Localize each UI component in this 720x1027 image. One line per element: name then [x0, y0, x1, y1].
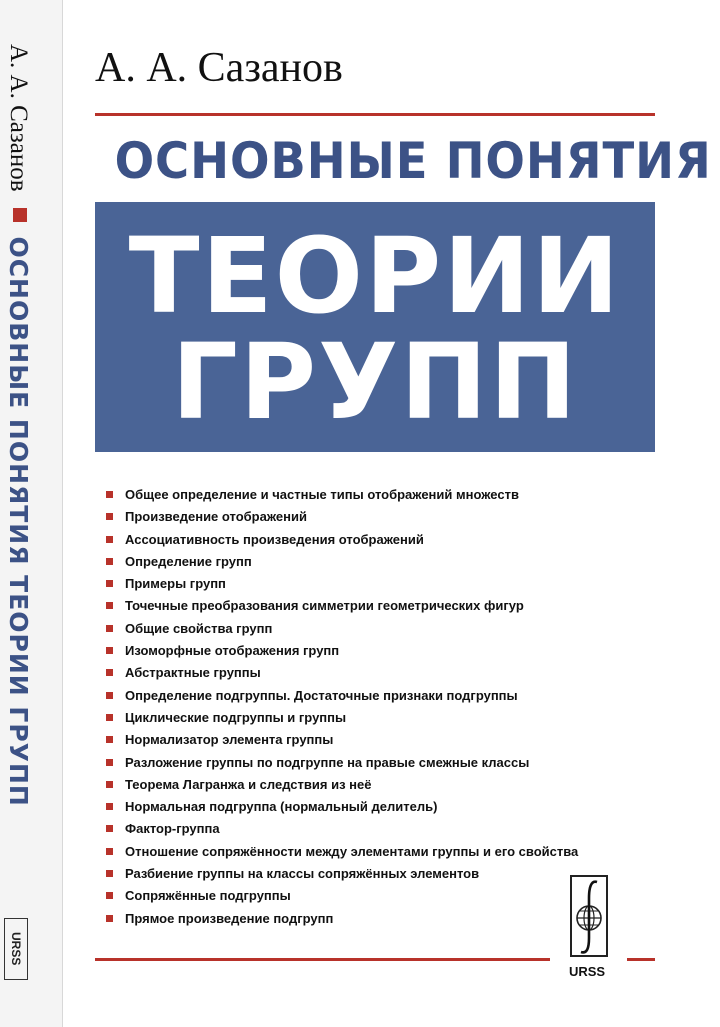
contents-item [106, 553, 578, 575]
contents-item [106, 687, 578, 709]
contents-item [106, 575, 578, 597]
contents-item-text: Нормальная подгруппа (нормальный делитель) [125, 799, 438, 815]
bottom-divider-left [95, 958, 550, 961]
spine-title: ОСНОВНЫЕ ПОНЯТИЯ ТЕОРИИ ГРУПП [4, 236, 33, 807]
contents-item [106, 486, 578, 508]
contents-item [106, 843, 578, 865]
contents-item-text: Теорема Лагранжа и следствия из неё [125, 776, 372, 792]
square-bullet-icon [106, 892, 113, 899]
contents-item-text: Разложение группы по подгруппе на правые смежные классы [125, 754, 530, 770]
square-bullet-icon [106, 558, 113, 565]
contents-item-text: Точечные преобразования симметрии геометрических фигур [125, 598, 524, 614]
contents-item [106, 887, 578, 909]
contents-item [106, 642, 578, 664]
square-bullet-icon [106, 870, 113, 877]
contents-item [106, 731, 578, 753]
integral-globe-logo-icon [565, 872, 615, 990]
square-bullet-icon [106, 647, 113, 654]
contents-item-text: Примеры групп [125, 576, 226, 592]
contents-item-text: Циклические подгруппы и группы [125, 709, 347, 725]
contents-item-text: Разбиение группы на классы сопряжённых элементов [125, 866, 480, 882]
square-bullet-icon [106, 513, 113, 520]
contents-item-text: Сопряжённые подгруппы [125, 888, 291, 904]
square-bullet-icon [106, 669, 113, 676]
spine-text [6, 44, 31, 807]
square-bullet-icon [106, 825, 113, 832]
contents-item-text: Определение подгруппы. Достаточные признаки подгруппы [125, 687, 518, 703]
square-bullet-icon [106, 736, 113, 743]
title-line-1: ОСНОВНЫЕ ПОНЯТИЯ [114, 132, 712, 190]
spine-author: А. А. Сазанов [5, 44, 32, 192]
contents-item [106, 620, 578, 642]
contents-item [106, 709, 578, 731]
contents-item-text: Нормализатор элемента группы [125, 732, 334, 748]
contents-item [106, 531, 578, 553]
square-bullet-icon [106, 803, 113, 810]
contents-item [106, 776, 578, 798]
publisher-logo [565, 872, 615, 990]
title-line-3: ГРУПП [171, 321, 579, 443]
contents-item-text: Прямое произведение подгрупп [125, 910, 334, 926]
contents-item-text: Произведение отображений [125, 509, 307, 525]
contents-item [106, 508, 578, 530]
contents-item [106, 754, 578, 776]
square-bullet-icon [106, 781, 113, 788]
square-bullet-icon [106, 536, 113, 543]
square-bullet-icon [106, 848, 113, 855]
cover-author: А. А. Сазанов [95, 45, 343, 91]
bottom-divider-right [627, 958, 655, 961]
contents-item [106, 664, 578, 686]
square-bullet-icon [106, 692, 113, 699]
contents-item-text: Определение групп [125, 553, 252, 569]
square-bullet-icon [106, 714, 113, 721]
contents-item-text: Отношение сопряжённости между элементами группы и его свойства [125, 843, 579, 859]
spine-publisher-logo [4, 918, 28, 980]
contents-item [106, 910, 578, 932]
square-bullet-icon [106, 491, 113, 498]
title-box [95, 202, 655, 452]
square-bullet-icon [106, 759, 113, 766]
contents-item-text: Абстрактные группы [125, 665, 261, 681]
book-spine [0, 0, 63, 1027]
contents-item-text: Изоморфные отображения групп [125, 643, 340, 659]
top-divider [95, 113, 655, 116]
square-bullet-icon [106, 625, 113, 632]
contents-item-text: Общие свойства групп [125, 620, 273, 636]
contents-item-text: Фактор-группа [125, 821, 220, 837]
contents-item [106, 865, 578, 887]
contents-item-text: Ассоциативность произведения отображений [125, 531, 424, 547]
publisher-label: URSS [568, 964, 606, 979]
title-line-2: ТЕОРИИ [128, 215, 622, 337]
square-bullet-icon [106, 915, 113, 922]
square-bullet-icon [106, 602, 113, 609]
contents-list [106, 486, 578, 932]
spine-square-bullet [13, 208, 27, 222]
contents-item [106, 798, 578, 820]
square-bullet-icon [106, 580, 113, 587]
contents-item [106, 820, 578, 842]
contents-item [106, 597, 578, 619]
spine-publisher-label: URSS [9, 932, 23, 966]
contents-item-text: Общее определение и частные типы отображений множеств [125, 487, 519, 502]
